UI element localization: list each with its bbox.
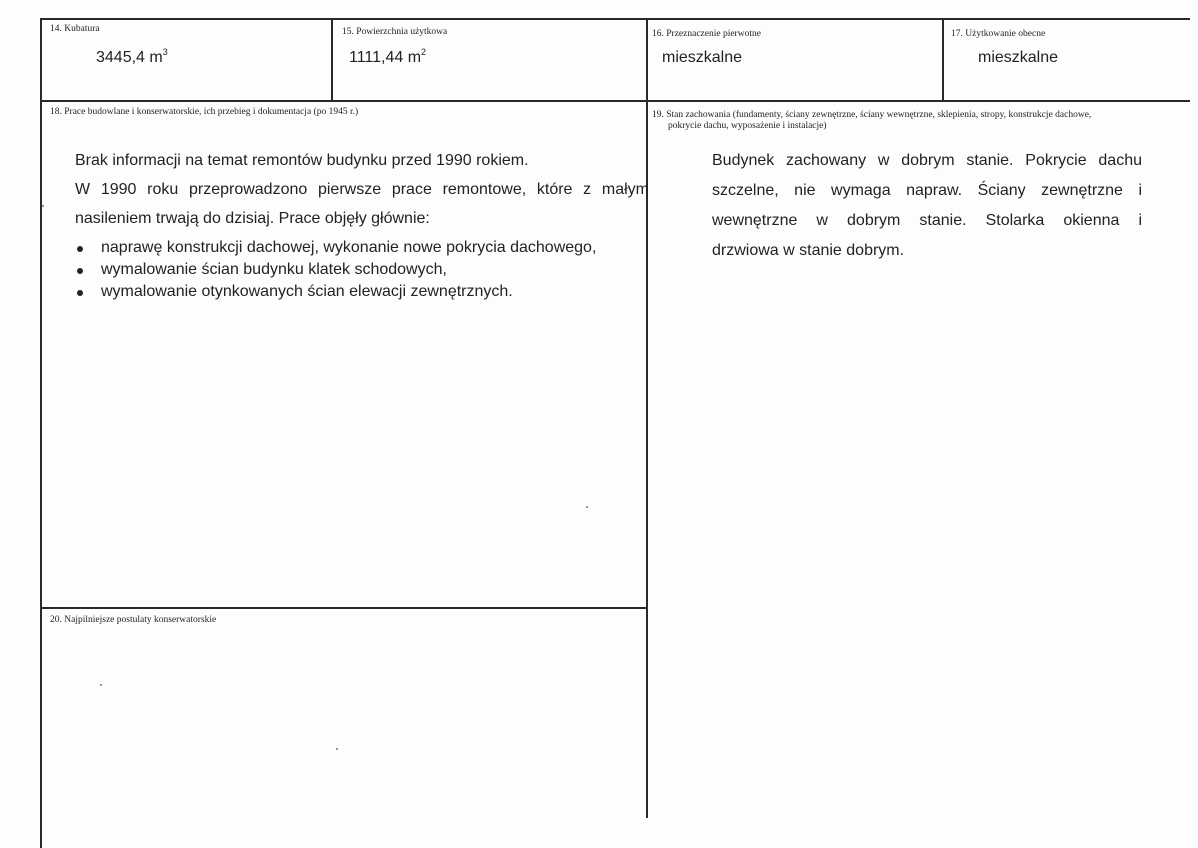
field-14-label: 14. Kubatura (50, 24, 100, 34)
section-19-label-line-2: pokrycie dachu, wyposażenie i instalacje) (668, 121, 827, 131)
list-item: wymalowanie otynkowanych ścian elewacji zewnętrznych. (75, 281, 650, 303)
header-divider-1 (331, 18, 333, 102)
section-19-label-line-1: 19. Stan zachowania (fundamenty, ściany zewnętrzne, ściany wewnętrzne, sklepienia, stropy, konstrukcje dachowe, (652, 110, 1092, 120)
field-15-number: 1111,44 m (349, 49, 422, 66)
field-15-value (349, 49, 426, 67)
top-border (40, 18, 1190, 20)
field-16-label: 16. Przeznaczenie pierwotne (652, 29, 761, 39)
center-divider (646, 18, 648, 818)
section-18-label: 18. Prace budowlane i konserwatorskie, ich przebieg i dokumentacja (po 1945 r.) (50, 107, 359, 117)
field-14-value (96, 49, 168, 67)
section-18-line: nasileniem trwają do dzisiaj. Prace objęły głównie: (75, 210, 430, 227)
header-bottom-border (40, 100, 1190, 102)
section-20-label: 20. Najpilniejsze postulaty konserwatorskie (50, 615, 217, 625)
section-18-line: W 1990 roku przeprowadzono pierwsze prace remontowe, które z małym (75, 181, 649, 198)
section-19-line: Budynek zachowany w dobrym stanie. Pokrycie dachu (712, 152, 1142, 169)
section-18-content (75, 146, 650, 303)
left-border (40, 18, 42, 848)
field-15-exponent: 2 (421, 47, 427, 57)
field-15-label: 15. Powierzchnia użytkowa (342, 27, 448, 37)
header-divider-3 (942, 18, 944, 102)
section-19-line: drzwiowa w stanie dobrym. (712, 242, 905, 259)
section-19-line: wewnętrzne w dobrym stanie. Stolarka okienna i (712, 212, 1142, 229)
scan-speck (336, 748, 338, 750)
field-14-exponent: 3 (162, 47, 168, 57)
section-19-line: szczelne, nie wymaga napraw. Ściany zewnętrzne i (712, 182, 1142, 199)
field-14-number: 3445,4 m (96, 49, 163, 66)
scan-speck (100, 684, 102, 686)
scan-speck (586, 506, 588, 508)
field-17-value: mieszkalne (978, 49, 1059, 66)
section-18-line: Brak informacji na temat remontów budynku przed 1990 rokiem. (75, 152, 529, 169)
field-17-label: 17. Użytkowanie obecne (951, 29, 1046, 39)
section-20-top-border (40, 607, 648, 609)
field-16-value: mieszkalne (662, 49, 743, 66)
section-19-content (712, 146, 1142, 266)
list-item: naprawę konstrukcji dachowej, wykonanie nowe pokrycia dachowego, (75, 237, 650, 259)
scan-speck (42, 205, 44, 207)
section-18-bullet-list (75, 237, 650, 303)
list-item: wymalowanie ścian budynku klatek schodowych, (75, 259, 650, 281)
